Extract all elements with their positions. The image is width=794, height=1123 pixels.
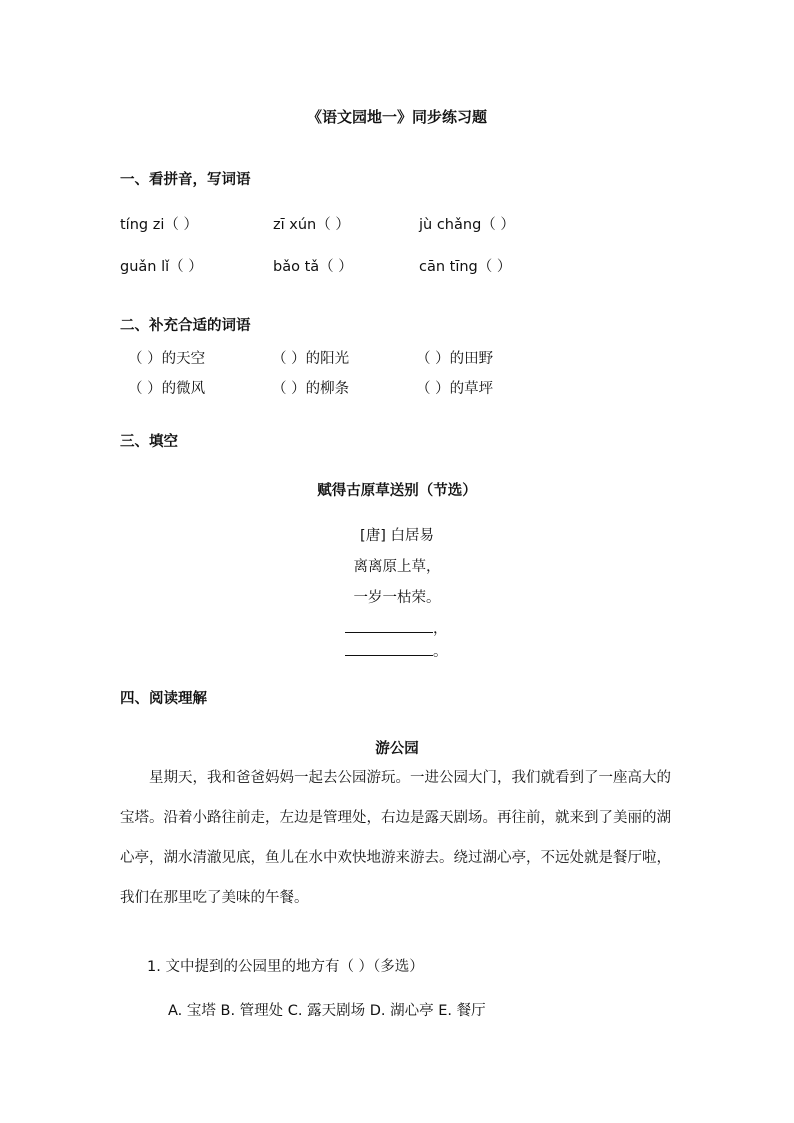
pinyin-item: guǎn lǐ（ ） (120, 259, 203, 275)
fill-word-item: （ ）的天空 (128, 351, 206, 367)
pinyin-item: tíng zi（ ） (120, 217, 198, 233)
page-title: 《语文园地一》同步练习题 (306, 108, 487, 126)
poem-title: 赋得古原草送别（节选） (317, 483, 477, 499)
question-options: A. 宝塔 B. 管理处 C. 露天剧场 D. 湖心亭 E. 餐厅 (168, 1003, 486, 1019)
poem-blank-line[interactable] (345, 617, 448, 638)
question-text: 1. 文中提到的公园里的地方有（ ）（多选） (147, 959, 424, 975)
reading-paragraph: 星期天，我和爸爸妈妈一起去公园游玩。一进公园大门，我们就看到了一座高大的宝塔。沿着小路往前走，左边是管理处，右边是露天剧场。再往前，就来到了美丽的湖心亭，湖水清澈见底，鱼儿在水中欢快地游来游去。绕过湖心亭，不远处就是餐厅啦，我们在那里吃了美味的午餐。 (120, 770, 671, 906)
poem-line: 一岁一枯荣。 (353, 590, 441, 606)
pinyin-item: cān tīng（ ） (419, 259, 512, 275)
section-heading-fill-words: 二、补充合适的词语 (120, 318, 251, 334)
answer-underline[interactable] (345, 643, 433, 656)
pinyin-item: jù chǎng（ ） (419, 217, 515, 233)
answer-underline[interactable] (345, 620, 433, 633)
fill-word-item: （ ）的田野 (416, 351, 494, 367)
fill-word-item: （ ）的微风 (128, 381, 206, 397)
fill-word-item: （ ）的草坪 (416, 381, 494, 397)
poem-punct: ， (433, 621, 448, 637)
section-heading-reading: 四、阅读理解 (120, 691, 207, 707)
reading-title: 游公园 (375, 741, 419, 757)
section-heading-fill-blank: 三、填空 (120, 434, 178, 450)
poem-punct: 。 (433, 644, 448, 660)
poem-blank-line[interactable] (345, 640, 448, 661)
pinyin-item: bǎo tǎ（ ） (273, 259, 353, 275)
fill-word-item: （ ）的阳光 (272, 351, 350, 367)
section-heading-pinyin: 一、看拼音，写词语 (120, 172, 251, 188)
pinyin-item: zī xún（ ） (273, 217, 350, 233)
fill-word-item: （ ）的柳条 (272, 381, 350, 397)
poem-author: [唐] 白居易 (360, 528, 434, 544)
poem-line: 离离原上草， (353, 559, 441, 575)
